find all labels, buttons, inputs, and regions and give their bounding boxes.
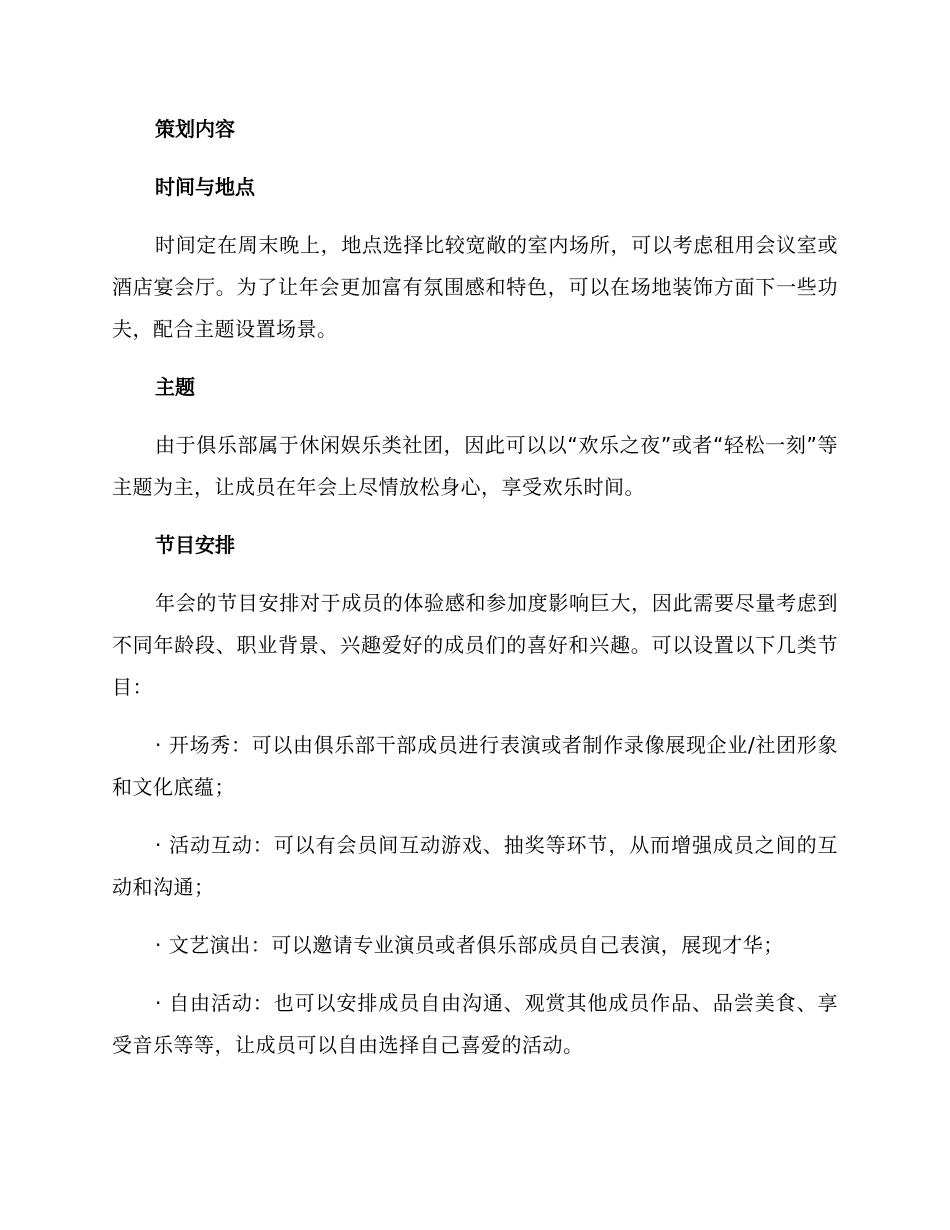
list-item-free-activity: · 自由活动：也可以安排成员自由沟通、观赏其他成员作品、品尝美食、享受音乐等等，让成员可以自由选择自己喜爱的活动。 (112, 991, 838, 1057)
list-item-interaction: · 活动互动：可以有会员间互动游戏、抽奖等环节，从而增强成员之间的互动和沟通； (112, 833, 838, 899)
heading-program: 节目安排 (155, 533, 235, 557)
list-item-performance: · 文艺演出：可以邀请专业演员或者俱乐部成员自己表演，展现才华； (155, 933, 784, 957)
document-page (112, 108, 838, 1082)
para-time-place: 时间定在周末晚上，地点选择比较宽敞的室内场所，可以考虑租用会议室或酒店宴会厅。为了让年会更加富有氛围感和特色，可以在场地装饰方面下一些功夫，配合主题设置场景。 (112, 233, 838, 341)
heading-theme: 主题 (155, 375, 195, 399)
list-item-opening-show: · 开场秀：可以由俱乐部干部成员进行表演或者制作录像展现企业/社团形象和文化底蕴； (112, 733, 838, 799)
heading-planning-content: 策划内容 (155, 117, 235, 141)
heading-time-place: 时间与地点 (155, 175, 255, 199)
para-program: 年会的节目安排对于成员的体验感和参加度影响巨大，因此需要尽量考虑到不同年龄段、职业背景、兴趣爱好的成员们的喜好和兴趣。可以设置以下几类节目： (112, 591, 838, 699)
para-theme: 由于俱乐部属于休闲娱乐类社团，因此可以以“欢乐之夜”或者“轻松一刻”等主题为主，让成员在年会上尽情放松身心，享受欢乐时间。 (112, 433, 838, 499)
